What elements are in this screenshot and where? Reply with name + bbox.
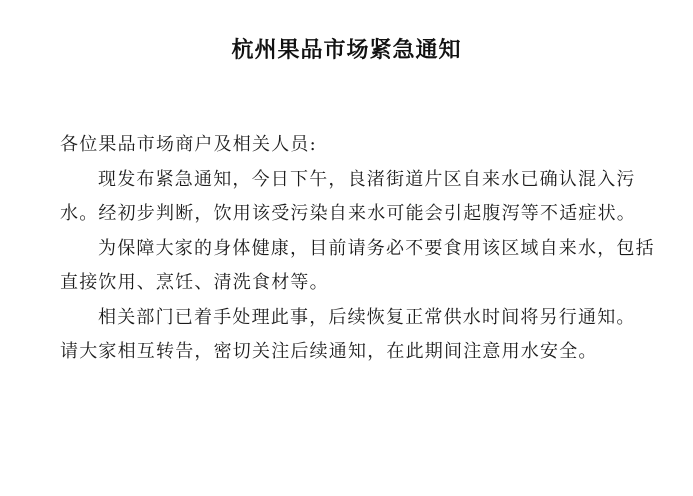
notice-title: 杭州果品市场紧急通知 <box>231 38 462 63</box>
paragraph-announcement: 现发布紧急通知，今日下午，良渚街道片区自来水已确认混入污水。经初步判断，饮用该受污染自来水可能会引起腹泻等不适症状。 <box>60 168 636 224</box>
notice-body <box>60 128 660 370</box>
paragraph-health-advice: 为保障大家的身体健康，目前请务必不要食用该区域自来水，包括直接饮用、烹饪、清洗食材等。 <box>60 237 655 293</box>
salutation-line: 各位果品市场商户及相关人员: <box>60 134 317 155</box>
paragraph-closing: 请大家相互转告，密切关注后续通知，在此期间注意用水安全。 <box>60 341 598 362</box>
paragraph-handling-status: 相关部门已着手处理此事，后续恢复正常供水时间将另行通知。 <box>98 306 636 328</box>
